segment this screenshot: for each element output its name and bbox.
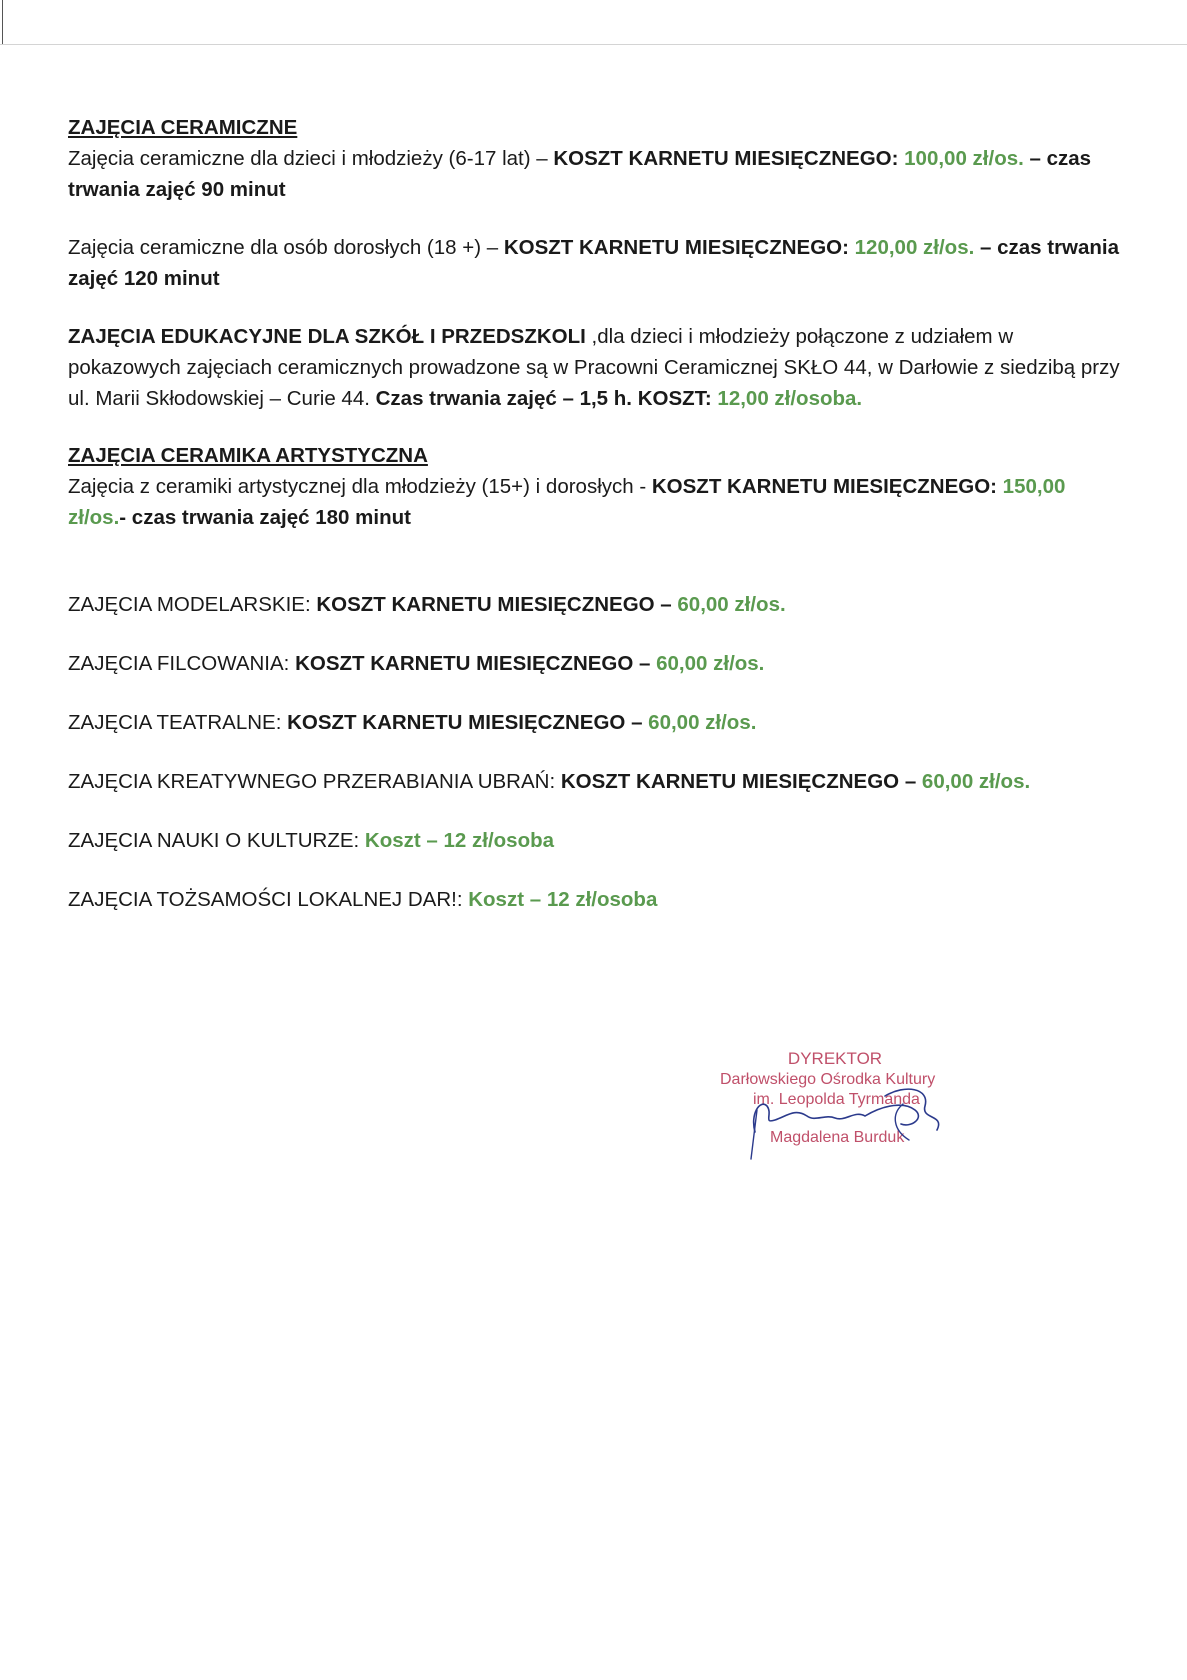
ceramic-kids-desc: Zajęcia ceramiczne dla dzieci i młodzieży (6-17 lat) – <box>68 147 554 170</box>
education-paragraph <box>68 321 1128 414</box>
education-heading: ZAJĘCIA EDUKACYJNE DLA SZKÓŁ I PRZEDSZKOLI <box>68 325 586 348</box>
class-item <box>68 707 1128 738</box>
class-cost-label: KOSZT KARNETU MIESIĘCZNEGO – <box>316 593 678 616</box>
class-price: 60,00 zł/os. <box>656 652 765 675</box>
class-price: Koszt – 12 zł/osoba <box>364 829 555 852</box>
class-item <box>68 825 1128 856</box>
class-cost-label: KOSZT KARNETU MIESIĘCZNEGO – <box>560 770 922 793</box>
class-name: ZAJĘCIA TEATRALNE: <box>68 711 288 734</box>
class-price-list <box>68 589 1128 915</box>
scan-top-edge <box>0 0 1187 45</box>
class-cost-label: KOSZT KARNETU MIESIĘCZNEGO – <box>287 711 649 734</box>
class-price: 60,00 zł/os. <box>677 593 786 616</box>
class-item <box>68 648 1128 679</box>
artistic-heading: ZAJĘCIA CERAMIKA ARTYSTYCZNA <box>68 444 428 467</box>
class-name: ZAJĘCIA MODELARSKIE: <box>68 593 317 616</box>
scan-left-edge <box>2 0 3 44</box>
class-name: ZAJĘCIA FILCOWANIA: <box>68 652 296 675</box>
ceramic-kids-paragraph <box>68 143 1128 205</box>
artistic-paragraph <box>68 471 1128 533</box>
class-price: Koszt – 12 zł/osoba <box>468 888 658 911</box>
education-duration: Czas trwania zajęć – 1,5 h. KOSZT: <box>375 387 718 410</box>
ceramic-heading: ZAJĘCIA CERAMICZNE <box>68 116 298 139</box>
class-item <box>68 766 1128 797</box>
class-cost-label: KOSZT KARNETU MIESIĘCZNEGO – <box>295 652 657 675</box>
education-desc: ,dla dzieci i młodzieży połączone z udziałem w pokazowych zajęciach ceramicznych prowadzone są w Pracowni Ceramicznej SKŁO 44, w Darłowie z siedzibą przy ul. Marii Skłodowskiej – Curie 44. <box>68 325 1120 410</box>
class-name: ZAJĘCIA KREATYWNEGO PRZERABIANIA UBRAŃ: <box>68 770 561 793</box>
education-price: 12,00 zł/osoba. <box>717 387 863 410</box>
stamp-title: DYREKTOR <box>787 1049 883 1068</box>
class-item <box>68 884 1128 915</box>
artistic-duration: - czas trwania zajęć 180 minut <box>119 506 411 529</box>
class-price: 60,00 zł/os. <box>921 770 1031 793</box>
class-name: ZAJĘCIA TOŻSAMOŚCI LOKALNEJ DAR!: <box>68 888 469 911</box>
ceramic-adults-duration: – czas trwania zajęć 120 minut <box>68 236 1120 290</box>
class-price: 60,00 zł/os. <box>648 711 757 734</box>
stamp-line1: Darłowskiego Ośrodka Kultury <box>720 1071 936 1088</box>
price-list-document <box>68 112 1128 915</box>
ceramic-kids-cost-label: KOSZT KARNETU MIESIĘCZNEGO: <box>553 147 905 170</box>
artistic-cost-label: KOSZT KARNETU MIESIĘCZNEGO: <box>651 475 1003 498</box>
artistic-price: 150,00 zł/os. <box>68 475 1066 529</box>
ceramic-adults-cost-label: KOSZT KARNETU MIESIĘCZNEGO: <box>503 236 855 259</box>
ceramic-adults-price: 120,00 zł/os. <box>854 236 975 259</box>
director-stamp <box>715 1044 985 1164</box>
class-item <box>68 589 1128 620</box>
stamp-name: Magdalena Burduk <box>770 1129 905 1146</box>
artistic-desc: Zajęcia z ceramiki artystycznej dla młodzieży (15+) i dorosłych - <box>68 475 652 498</box>
stamp-line2: im. Leopolda Tyrmanda <box>753 1091 920 1108</box>
ceramic-kids-duration: – czas trwania zajęć 90 minut <box>68 147 1092 201</box>
ceramic-adults-desc: Zajęcia ceramiczne dla osób dorosłych (18 +) – <box>68 236 504 259</box>
ceramic-kids-price: 100,00 zł/os. <box>904 147 1024 170</box>
class-name: ZAJĘCIA NAUKI O KULTURZE: <box>68 829 365 852</box>
ceramic-adults-paragraph <box>68 232 1128 294</box>
